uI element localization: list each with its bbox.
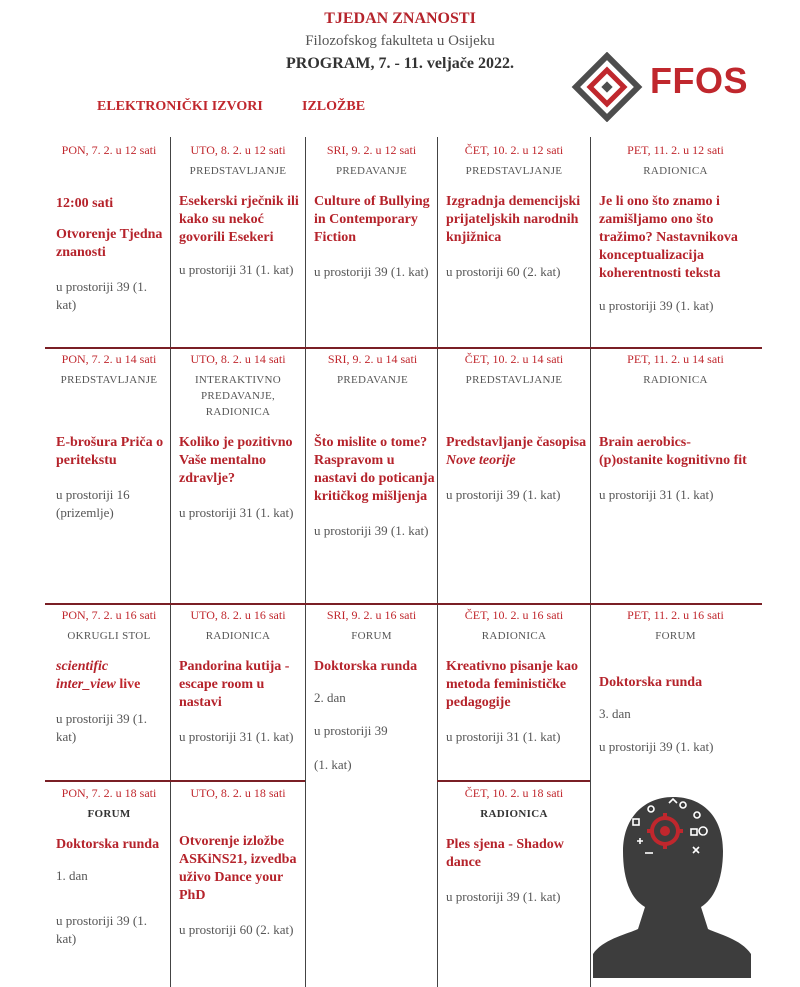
event-type: RADIONICA	[480, 808, 548, 820]
head-illustration-icon	[593, 789, 751, 978]
event-time: SRI, 9. 2. u 12 sati	[326, 143, 417, 157]
event-cell	[50, 786, 168, 948]
event-cell	[440, 352, 588, 504]
event-title: Otvorenje izložbe ASKiNS21, izvedba uživo Dance your PhD	[179, 834, 297, 903]
page-title: TJEDAN ZNANOSTI	[324, 10, 476, 27]
event-room-floor: (1. kat)	[314, 757, 352, 772]
event-type: PREDSTAVLJANJE	[60, 374, 158, 386]
event-time: UTO, 8. 2. u 18 sati	[190, 786, 286, 800]
event-cell	[593, 143, 758, 315]
event-time: PON, 7. 2. u 18 sati	[61, 786, 157, 800]
event-room: u prostoriji 39 (1. kat)	[56, 913, 147, 946]
event-title: Esekerski rječnik ili kako su nekoć govorili Esekeri	[179, 194, 299, 245]
event-room: u prostoriji 39	[314, 723, 388, 738]
event-time: PET, 11. 2. u 14 sati	[627, 352, 724, 366]
event-type: INTERAKTIVNO PREDAVANJE, RADIONICA	[194, 374, 282, 418]
event-room: u prostoriji 39 (1. kat)	[599, 298, 714, 313]
event-time: UTO, 8. 2. u 12 sati	[190, 143, 286, 157]
event-title: Doktorska runda	[56, 837, 160, 852]
event-title: Što mislite o tome? Raspravom u nastavi do poticanja kritičkog mišljenja	[314, 435, 435, 504]
event-title: Koliko je pozitivno Vaše mentalno zdravlje?	[179, 435, 293, 486]
event-room: u prostoriji 31 (1. kat)	[179, 262, 294, 277]
event-cell	[593, 608, 758, 756]
event-room: u prostoriji 60 (2. kat)	[446, 264, 561, 279]
event-room: u prostoriji 39 (1. kat)	[314, 264, 429, 279]
event-title: Pandorina kutija - escape room u nastavi	[179, 659, 290, 710]
event-type: FORUM	[87, 808, 131, 820]
event-title: Culture of Bullying in Contemporary Fiction	[314, 194, 430, 245]
event-title: Doktorska runda	[314, 659, 418, 674]
event-room: u prostoriji 39 (1. kat)	[446, 889, 561, 904]
event-time: ČET, 10. 2. u 18 sati	[464, 786, 564, 800]
event-cell	[50, 608, 168, 746]
event-type: PREDSTAVLJANJE	[189, 165, 287, 177]
event-cell	[308, 352, 437, 540]
event-room: u prostoriji 31 (1. kat)	[446, 729, 561, 744]
event-type: OKRUGLI STOL	[67, 630, 151, 642]
event-type: RADIONICA	[205, 630, 271, 642]
event-note: 1. dan	[56, 868, 88, 883]
event-room: u prostoriji 16 (prizemlje)	[56, 487, 130, 520]
event-room: u prostoriji 60 (2. kat)	[179, 922, 294, 937]
event-type: RADIONICA	[643, 165, 708, 177]
event-title: Kreativno pisanje kao metoda feminističke pedagogije	[446, 659, 578, 710]
event-cell	[440, 143, 588, 281]
event-room: u prostoriji 39 (1. kat)	[314, 523, 429, 538]
event-time: ČET, 10. 2. u 12 sati	[464, 143, 564, 157]
event-cell	[308, 608, 435, 774]
event-time: PET, 11. 2. u 16 sati	[627, 608, 724, 622]
event-title: E-brošura Priča o peritekstu	[56, 435, 164, 468]
event-room: u prostoriji 39 (1. kat)	[599, 739, 714, 754]
event-type: FORUM	[655, 630, 696, 642]
event-pre: 12:00 sati	[56, 196, 114, 211]
event-type: PREDSTAVLJANJE	[465, 165, 563, 177]
event-type: PREDSTAVLJANJE	[465, 374, 563, 386]
event-time: SRI, 9. 2. u 14 sati	[327, 352, 418, 366]
event-time: ČET, 10. 2. u 14 sati	[464, 352, 564, 366]
page-subtitle: Filozofskog fakulteta u Osijeku	[305, 33, 495, 49]
event-cell	[50, 143, 168, 314]
event-room: u prostoriji 39 (1. kat)	[56, 279, 147, 312]
event-time: PON, 7. 2. u 14 sati	[61, 352, 157, 366]
event-title: Izgradnja demencijski prijateljskih narodnih knjižnica	[446, 194, 581, 245]
logo-text: FFOS	[650, 60, 748, 101]
event-type: RADIONICA	[481, 630, 547, 642]
event-title: scientific inter_view live	[56, 659, 141, 692]
event-title: Doktorska runda	[599, 675, 703, 690]
event-cell	[593, 352, 758, 504]
event-title: Ples sjena - Shadow dance	[446, 837, 564, 870]
program-dates: PROGRAM, 7. - 11. veljače 2022.	[286, 55, 514, 72]
event-time: PON, 7. 2. u 16 sati	[61, 608, 157, 622]
event-cell	[308, 143, 435, 281]
event-type: PREDAVANJE	[335, 165, 408, 177]
event-room: u prostoriji 31 (1. kat)	[179, 729, 294, 744]
event-room: u prostoriji 31 (1. kat)	[179, 505, 294, 520]
event-note: 2. dan	[314, 690, 346, 705]
event-room: u prostoriji 39 (1. kat)	[446, 487, 561, 502]
event-time: ČET, 10. 2. u 16 sati	[464, 608, 564, 622]
event-type: RADIONICA	[643, 374, 708, 386]
event-cell	[440, 608, 588, 746]
event-time: SRI, 9. 2. u 16 sati	[326, 608, 417, 622]
event-note: 3. dan	[599, 706, 631, 721]
event-cell	[50, 352, 168, 522]
event-cell	[173, 608, 303, 746]
event-title: Otvorenje Tjedna znanosti	[56, 227, 163, 260]
event-cell	[173, 352, 303, 522]
event-title: Je li ono što znamo i zamišljamo ono što tražimo? Nastavnikova konceptualizacija koherentnosti teksta	[599, 194, 738, 281]
event-cell	[173, 143, 303, 279]
link-exhibitions[interactable]: IZLOŽBE	[302, 99, 366, 114]
event-time: PON, 7. 2. u 12 sati	[61, 143, 157, 157]
event-time: UTO, 8. 2. u 16 sati	[190, 608, 286, 622]
event-cell	[440, 786, 588, 906]
event-time: UTO, 8. 2. u 14 sati	[190, 352, 286, 366]
event-title: Brain aerobics- (p)ostanite kognitivno fit	[599, 435, 747, 468]
event-type: PREDAVANJE	[336, 374, 409, 386]
event-room: u prostoriji 31 (1. kat)	[599, 487, 714, 502]
event-time: PET, 11. 2. u 12 sati	[627, 143, 724, 157]
event-type: FORUM	[351, 630, 392, 642]
event-cell	[173, 786, 303, 939]
event-title: Predstavljanje časopisa Nove teorije	[446, 435, 587, 468]
link-electronic-sources[interactable]: ELEKTRONIČKI IZVORI	[97, 99, 263, 114]
event-room: u prostoriji 39 (1. kat)	[56, 711, 147, 744]
